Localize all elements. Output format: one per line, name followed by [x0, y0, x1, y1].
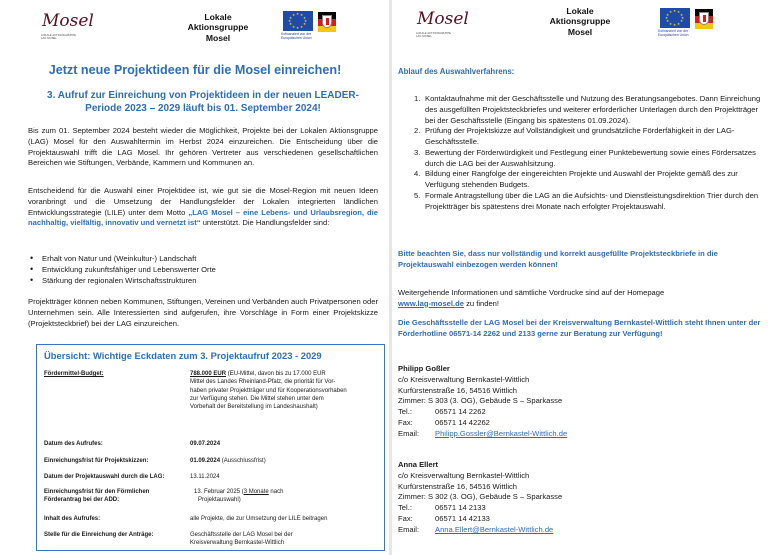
- list-item: 4. Bildung einer Rangfolge der eingereichten Projekte und Auswahl der Projekte gemäß des zur Verfügung stehenden Budgets.: [414, 169, 738, 190]
- page-subtitle: 3. Aufruf zur Einreichung von Projektideen in der neuen LEADER- Periode 2023 – 2029 läuft bis 01. September 2024!: [47, 90, 359, 114]
- hotline-info: Die Geschäftsstelle der LAG Mosel bei der Kreisverwaltung Bernkastel-Wittlich steht Ihnen unter der Förderhotline 06571-14 2262 und 2133 gerne zur Beratung zur Verfügung!: [398, 318, 761, 338]
- homepage-info: Weitergehende Informationen und sämtliche Vordrucke sind auf der Homepage www.lag-mosel.de zu finden!: [398, 288, 665, 308]
- list-item: 3. Bewertung der Förderwürdigkeit und Festlegung einer Punktebewertung sowie eines Fördersatzes durch die LAG bei der Auswahlsitzung.: [414, 147, 756, 168]
- eu-caption: Kofinanziert von der Europäischen Union: [658, 29, 689, 38]
- overview-row-selection-date: Datum der Projektauswahl durch die LAG: 13.11.2024: [44, 474, 220, 480]
- overview-row-call-date: Datum des Aufrufes: 09.07.2024: [44, 441, 221, 447]
- funding-amount: 788.000 EUR: [190, 371, 227, 377]
- rlp-crest-icon: [318, 12, 336, 32]
- list-item: • Erhalt von Natur und (Weinkultur-) Landschaft: [28, 253, 358, 264]
- lag-title: Lokale Aktionsgruppe Mosel: [187, 12, 249, 43]
- contact-phone: Tel.: 06571 14 2133: [398, 503, 486, 513]
- right-header: [392, 0, 780, 60]
- contact-name: Anna Ellert: [398, 460, 439, 469]
- logo-subtitle: LOKALE AKTIONSGRUPPE LAG MOSEL: [416, 32, 452, 39]
- list-item: • Entwicklung zukunftsfähiger und Lebenswerter Orte: [28, 264, 358, 275]
- left-header: [0, 0, 390, 60]
- email-link[interactable]: Anna.Ellert@Bernkastel-Wittlich.de: [435, 524, 554, 534]
- eu-caption: Kofinanziert von der Europäischen Union: [281, 32, 312, 41]
- overview-title: Übersicht: Wichtige Eckdaten zum 3. Projektaufruf 2023 - 2029: [44, 350, 322, 361]
- completeness-notice: Bitte beachten Sie, dass nur vollständig und korrekt ausgefüllte Projektsteckbriefe in die Projektauswahl einbezogen werden können!: [398, 249, 718, 269]
- overview-row-funding: Fördermittel-Budget: 788.000 EUR (EU-Mittel, davon bis zu 17.000 EUR Mittel des Landes Rheinland-Pfalz, die priorität für Vor- haben privater Projektträger und für Kooperationsvorhaben zur Verfügung stehen. Die Mittel stehen unter dem Vorbehalt der Bereitstellung im Landeshaushalt): [44, 371, 347, 411]
- contact-card: Anna Ellert c/o Kreisverwaltung Bernkastel-Wittlich Kurfürstenstraße 16, 54516 Wittlich Zimmer: S 302 (3. OG), Gebäude S – Sparkasse Tel.: 06571 14 2133 Fax: 06571 14 42133 Email: Anna.Ellert@Bernkastel-Wittlich.de: [398, 460, 768, 536]
- list-item: 2. Prüfung der Projektskizze auf Vollständigkeit und grundsätzliche Förderfähigkeit in der LAG-Geschäftsstelle.: [414, 126, 735, 147]
- page-title: Jetzt neue Projektideen für die Mosel einreichen!: [48, 63, 342, 77]
- homepage-link[interactable]: www.lag-mosel.de: [398, 298, 464, 308]
- eu-flag-icon: ★ ★ ★ ★ ★ ★ ★ ★ ★ ★ ★ ★: [283, 11, 313, 31]
- intro-paragraph: Bis zum 01. September 2024 besteht wieder die Möglichkeit, Projekte bei der Lokalen Aktionsgruppe (LAG) Mosel für den Auswahltermin im Herbst 2024 einzureichen. Die Entscheidung über die Projektauswahl trifft die LAG Mosel. Ihr gehören Vertreter aus verschiedenen gesellschaftlichen Bereichen wie Stiftungen, Verbände, Kammern und Kommunen an.: [28, 126, 378, 168]
- applicants-paragraph: Projektträger können neben Kommunen, Stiftungen, Vereinen und Verbänden auch Privatpersonen oder Unternehmen sein. Alle Interessierten sind aufgerufen, ihre Vorschläge in Form einer Projektskizze (Projektsteckbrief) bei der LAG einzureichen.: [28, 297, 378, 328]
- mosel-logo: Mosel: [417, 9, 469, 29]
- list-item: 5. Formale Antragstellung über die LAG an die Aufsichts- und Dienstleistungsdirektion Trier durch den Projektträger bis spätestens drei Monate nach erfolgter Projektauswahl.: [414, 191, 759, 211]
- procedure-steps: [414, 94, 766, 213]
- contact-card: Philipp Goßler c/o Kreisverwaltung Bernkastel-Wittlich Kurfürstenstraße 16, 54516 Wittlich Zimmer: S 303 (3. OG), Gebäude S – Sparkasse Tel.: 06571 14 2262 Fax: 06571 14 42262 Email: Philipp.Gossler@Bernkastel-Wittlich.de: [398, 364, 768, 440]
- overview-row-office: Stelle für die Einreichung der Anträge: Geschäftsstelle der LAG Mosel bei der Kreisverwaltung Bernkastel-Wittlich: [44, 532, 293, 547]
- lag-title: Lokale Aktionsgruppe Mosel: [549, 6, 611, 37]
- contact-email: Email: Philipp.Gossler@Bernkastel-Wittlich.de: [398, 428, 568, 438]
- overview-row-formal-deadline: Einreichungsfrist für den Förmlichen Förderantrag bei der ADD: 13. Februar 2025 (3 Monate nach Projektauswahl): [44, 489, 284, 504]
- list-item: 1. Kontaktaufnahme mit der Geschäftsstelle und Nutzung des Beratungsangebotes. Dann Einreichung des ausgefüllten Projektsteckbriefes und weiterer erforderlicher Unterlagen durch den Projektträger bei der Geschäftsstelle (Eingang bis spätestens 01.09.2024).: [414, 94, 761, 125]
- contact-name: Philipp Goßler: [398, 364, 450, 373]
- logo-subtitle: LOKALE AKTIONSGRUPPE LAG MOSEL: [41, 34, 77, 41]
- overview-row-content: Inhalt des Aufrufes: alle Projekte, die zur Umsetzung der LILE beitragen: [44, 516, 328, 522]
- list-item: • Stärkung der regionalen Wirtschaftsstrukturen: [28, 275, 358, 286]
- right-page: [392, 0, 780, 555]
- contact-fax: Fax: 06571 14 42262: [398, 417, 490, 427]
- criteria-paragraph: Entscheidend für die Auswahl einer Projektidee ist, wie gut sie die Mosel-Region mit neuen Ideen voranbringt und die Umsetzung der Handlungsfelder der Lokalen integrierten ländlichen Entwicklungsstrategie (LILE) unter dem Motto „LAG Mosel – eine Lebens- und Urlaubsregion, die nachhaltig, vielfältig, innovativ und vernetzt ist“ unterstützt. Die Handlungsfelder sind:: [28, 186, 379, 228]
- motto-text: „LAG Mosel – eine Lebens- und Urlaubsregion, die nachhaltig, vielfältig, innovativ und vernetzt ist“: [28, 207, 379, 228]
- action-fields-list: [28, 253, 358, 286]
- contact-fax: Fax: 06571 14 42133: [398, 513, 490, 523]
- contact-phone: Tel.: 06571 14 2262: [398, 407, 486, 417]
- email-link[interactable]: Philipp.Gossler@Bernkastel-Wittlich.de: [435, 428, 568, 438]
- rlp-crest-icon: [695, 9, 713, 29]
- overview-box: [36, 344, 385, 551]
- overview-row-sketch-deadline: Einreichungsfrist für Projektskizzen: 01.09.2024 (Ausschlussfrist): [44, 458, 266, 464]
- procedure-heading: Ablauf des Auswahlverfahrens:: [398, 67, 515, 76]
- contact-email: Email: Anna.Ellert@Bernkastel-Wittlich.de: [398, 524, 554, 534]
- mosel-logo: Mosel: [42, 11, 94, 31]
- eu-flag-icon: ★ ★ ★ ★ ★ ★ ★ ★ ★ ★ ★ ★: [660, 8, 690, 28]
